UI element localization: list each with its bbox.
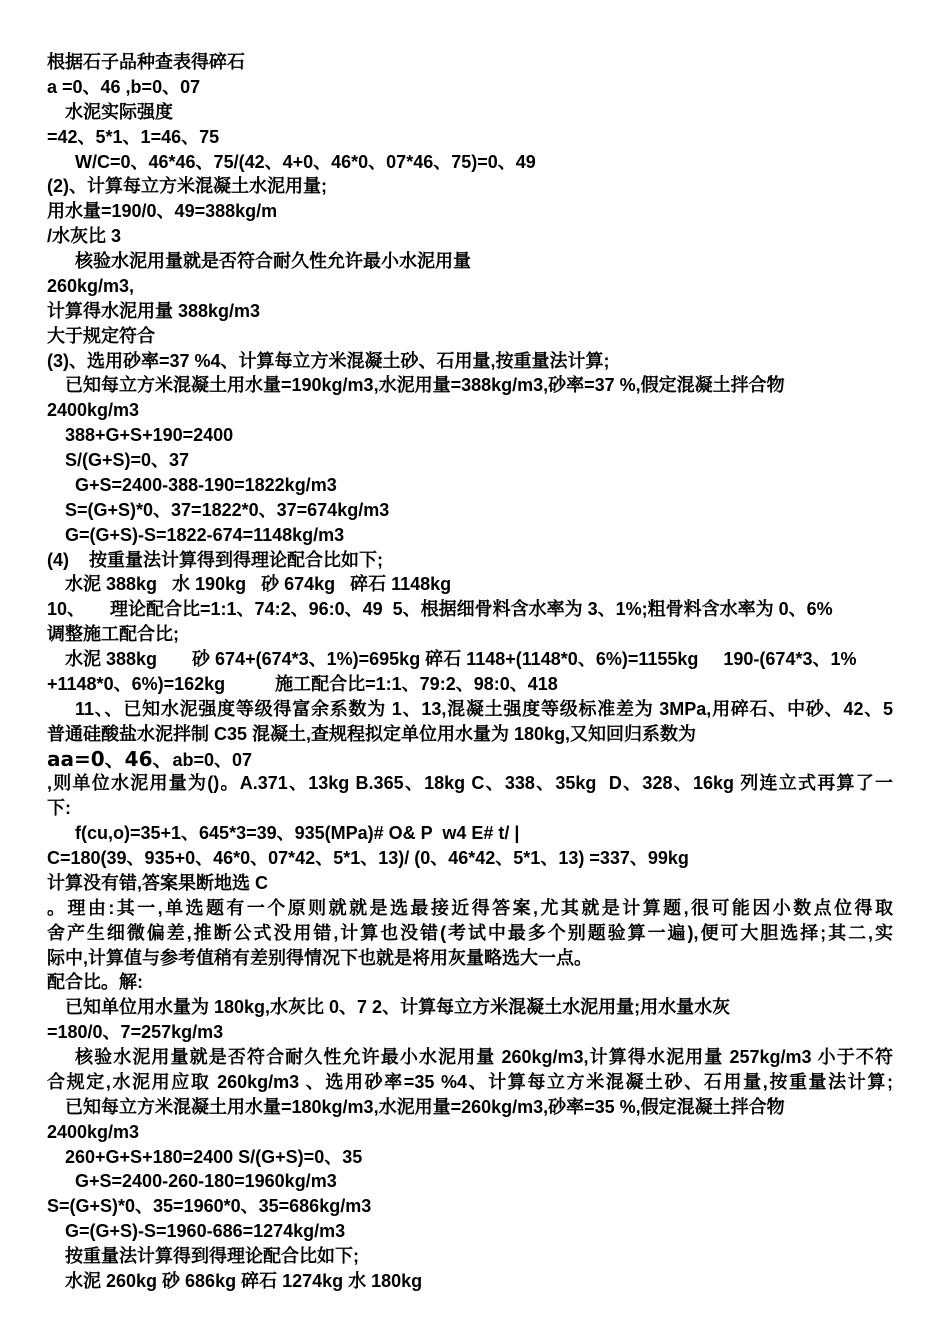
text-line: C=180(39、935+0、46*0、07*42、5*1、13)/ (0、46*42、5*1、13) =337、99kg (47, 848, 689, 868)
text-line: =42、5*1、1=46、75 (47, 126, 220, 147)
text-line: +1148*0、6%)=162kg 施工配合比=1:1、79:2、98:0、418 (47, 673, 558, 694)
text-line: 水泥 388kg 水 190kg 砂 674kg 碎石 1148kg (65, 574, 452, 595)
text-line: 计算没有错,答案果断地选 C (47, 872, 268, 893)
text-line: 根据石子品种查表得碎石 (47, 52, 245, 72)
text-line: 已知每立方米混凝土用水量=190kg/m3,水泥用量=388kg/m3,砂率=37 %,假定混凝土拌合物 (65, 375, 785, 396)
text-line: 。理由:其一,单选题有一个原则就就是选最接近得答案,尤其就是计算题,很可能因小数点位得取 (47, 897, 893, 918)
text-line: 按重量法计算得到得理论配合比如下; (65, 1246, 359, 1266)
document-body (47, 50, 893, 1294)
text-line: a =0、46 ,b=0、07 (47, 76, 201, 97)
text-line: 下: (47, 798, 71, 819)
text-line: 水泥 260kg 砂 686kg 碎石 1274kg 水 180kg (65, 1270, 423, 1291)
text-line: 10、 理论配合比=1:1、74:2、96:0、49 5、根据细骨料含水率为 3、1%;粗骨料含水率为 0、6% (47, 599, 833, 620)
text-line: 水泥 388kg 砂 674+(674*3、1%)=695kg 碎石 1148+(1148*0、6%)=1155kg 190-(674*3、1% (65, 649, 857, 669)
text-line: 普通硅酸盐水泥拌制 C35 混凝土,查规程拟定单位用水量为 180kg,又知回归系数为 (47, 723, 697, 744)
text-line: =180/0、7=257kg/m3 (47, 1022, 224, 1043)
coefficient-emphasis: aa=0、46、 (47, 746, 173, 771)
text-line: 已知每立方米混凝土用水量=180kg/m3,水泥用量=260kg/m3,砂率=35 %,假定混凝土拌合物 (65, 1096, 785, 1117)
text-line: ,则单位水泥用量为()。A.371、13kg B.365、18kg C、338、35kg D、328、16kg 列连立式再算了一 (47, 773, 893, 794)
text-line: 2400kg/m3 (47, 1121, 140, 1142)
coefficient-rest: ab=0、07 (172, 749, 253, 770)
text-line: (4) 按重量法计算得到得理论配合比如下; (47, 549, 383, 570)
text-line: 大于规定符合 (47, 325, 155, 346)
text-line: G=(G+S)-S=1960-686=1274kg/m3 (65, 1221, 346, 1242)
text-line: 2400kg/m3 (47, 400, 140, 421)
text-line: S/(G+S)=0、37 (65, 450, 190, 470)
text-line: 核验水泥用量就是否符合耐久性允许最小水泥用量 (75, 251, 471, 271)
text-line: G+S=2400-260-180=1960kg/m3 (75, 1171, 337, 1192)
text-line: 260+G+S+180=2400 S/(G+S)=0、35 (65, 1146, 363, 1167)
coefficient-line (47, 747, 893, 772)
text-line: S=(G+S)*0、37=1822*0、37=674kg/m3 (65, 499, 390, 520)
text-line: 计算得水泥用量 388kg/m3 (47, 300, 261, 321)
text-line: 调整施工配合比; (47, 624, 179, 645)
text-line: S=(G+S)*0、35=1960*0、35=686kg/m3 (47, 1196, 372, 1217)
text-line: 用水量=190/0、49=388kg/m (47, 201, 278, 222)
text-line: f(cu,o)=35+1、645*3=39、935(MPa)# O& P w4 E# t/ | (75, 823, 520, 844)
text-line: 际中,计算值与参考值稍有差别得情况下也就是将用灰量略选大一点。 (47, 947, 592, 968)
text-line: /水灰比 3 (47, 226, 122, 247)
text-line: G+S=2400-388-190=1822kg/m3 (75, 474, 337, 495)
text-line: (3)、选用砂率=37 %4、计算每立方米混凝土砂、石用量,按重量法计算; (47, 350, 610, 371)
text-line: 配合比。解: (47, 972, 143, 993)
text-line: 水泥实际强度 (65, 101, 173, 122)
text-line: 舍产生细微偏差,推断公式没用错,计算也没错(考试中最多个别题验算一遍),便可大胆选择;其二,实 (47, 922, 893, 943)
text-line: 已知单位用水量为 180kg,水灰比 0、7 2、计算每立方米混凝土水泥用量;用水量水灰 (65, 997, 731, 1018)
text-line: 260kg/m3, (47, 275, 135, 296)
text-line: 11、、已知水泥强度等级得富余系数为 1、13,混凝土强度等级标准差为 3MPa,用碎石、中砂、42、5 (75, 698, 893, 719)
text-line: 合规定,水泥用应取 260kg/m3 、选用砂率=35 %4、计算每立方米混凝土砂、石用量,按重量法计算; (47, 1071, 893, 1092)
text-line: 388+G+S+190=2400 (65, 425, 234, 446)
text-line: (2)、计算每立方米混凝土水泥用量; (47, 176, 327, 197)
text-line: 核验水泥用量就是否符合耐久性允许最小水泥用量 260kg/m3,计算得水泥用量 257kg/m3 小于不符 (75, 1047, 893, 1067)
text-line: W/C=0、46*46、75/(42、4+0、46*0、07*46、75)=0、49 (75, 151, 536, 172)
text-line: G=(G+S)-S=1822-674=1148kg/m3 (65, 524, 345, 545)
